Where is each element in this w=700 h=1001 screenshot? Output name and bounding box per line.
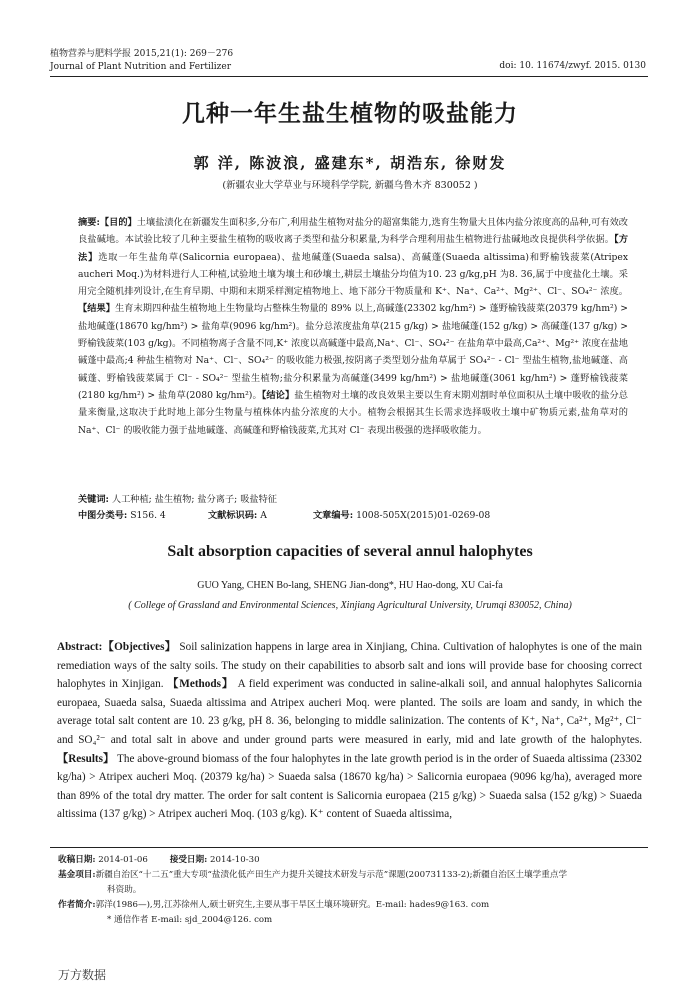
- doc-value: A: [260, 510, 267, 521]
- clc-label: 中图分类号:: [78, 510, 128, 521]
- keywords-cn: [78, 491, 277, 505]
- objective-cn: 土壤盐渍化在新疆发生面积多,分布广,利用盐生植物对盐分的超富集能力,选育生物量大且体内盐分浓度高的品种,可有效改良盐碱地。本试验比较了几种主要盐生植物的吸收离子类型和盐分积累量,为科学合理利用盐生植物进行盐碱地改良提供科学依据。: [78, 217, 628, 246]
- classification-line: [78, 507, 166, 521]
- objectives-en: Soil salinization happens in large area in Xinjiang, China. Cultivation of halophytes is one of the main remediation ways of the salty soils. The study on their capabilities to absorb salt and ions will provide base for choosing correct halophytes in Xinjigan.: [57, 641, 642, 691]
- author-line: [58, 898, 648, 912]
- doc-label: 文献标识码:: [208, 510, 258, 521]
- watermark-text: 万方数据: [58, 968, 107, 982]
- received-date: 2014-01-06: [98, 855, 148, 865]
- methods-cn: 选取一年生盐角草(Salicornia europaea)、盐地碱蓬(Suaeda salsa)、高碱蓬(Suaeda altissima)和野榆钱菠菜(Atripex aucheri Moq.)为材料进行人工种植,试验地土壤为壤土和砂壤土,耕层土壤盐分均值为10. 23 g/kg,pH 为8. 36,属于中度盐化土壤。采用完全随机排列设计,在生育早期、中期和末期采样测定植物地上、地下部分干物质量和 K⁺、Na⁺、Ca²⁺、Mg²⁺、Cl⁻、SO₄²⁻ 浓度。: [78, 251, 629, 298]
- corresponding-line: [58, 913, 648, 927]
- author-text: 郭洋(1986—),男,江苏徐州人,硕士研究生,主要从事干旱区土壤环境研究。E-mail: hades9@163. com: [95, 900, 490, 910]
- footnote-rule: [50, 847, 648, 848]
- objective-label-cn: 【目的】: [99, 217, 137, 228]
- abstract-cn-label: 摘要:: [78, 217, 100, 228]
- methods-en: A field experiment was conducted in saline-alkali soil, and annual halophytes Salicornia europaea, Suaeda salsa, Suaeda altissima and Atripex aucheri Moq. were planted. The soils are loam and sandy, in which the average total salt content are 10. 23 g/kg, pH 8. 36, belonging to middle salinization. The contents of K⁺, Na⁺, Ca²⁺, Mg²⁺, Cl⁻ and SO₄²⁻ and total salt in above and under ground parts were measured in early, mid and late growth of the halophytes.: [57, 678, 643, 746]
- corresponding-text: * 通信作者 E-mail: sjd_2004@126. com: [107, 915, 273, 925]
- abstract-en-label: Abstract:: [57, 641, 103, 653]
- dates-line: [58, 853, 648, 867]
- affiliation-cn: (新疆农业大学草业与环境科学学院, 新疆乌鲁木齐 830052 ): [222, 180, 478, 191]
- results-label-cn: 【结果】: [78, 303, 116, 315]
- accepted-date: 2014-10-30: [210, 855, 260, 865]
- keywords-value: 人工种植; 盐生植物; 盐分离子; 吸盐特征: [111, 494, 277, 505]
- affiliation-en: ( College of Grassland and Environmental Sciences, Xinjiang Agricultural University, Urumqi 830052, China): [128, 600, 572, 611]
- methods-label-cn: 【方法】: [78, 234, 629, 263]
- abstract-en: [57, 638, 642, 824]
- objectives-label-en: 【Objectives】: [102, 641, 177, 653]
- fund-line-2: [58, 883, 648, 897]
- doc-code: [208, 507, 267, 521]
- article-label: 文章编号:: [313, 510, 354, 521]
- keywords-label: 关键词:: [78, 494, 109, 505]
- results-en: The above-ground biomass of the four halophytes in the late growth period is in the order of Suaeda altissima (23302 kg/ha) > Atripex aucheri Moq. (20379 kg/ha) > Suaeda salsa (18670 kg/ha) > Salicornia europaea (9096 kg/ha), averaged more than 89% of the total dry matter. The order for salt content is Salicornia europaea (215 g/kg) > Suaeda salsa (152 g/kg) > Suaeda altissima (137 g/kg) > Atripex aucheri Moq. (103 g/kg). K⁺ content of Suaeda altissima,: [57, 752, 642, 821]
- authors-en: GUO Yang, CHEN Bo-lang, SHENG Jian-dong*, HU Hao-dong, XU Cai-fa: [197, 580, 503, 591]
- authors-cn: 郭 洋, 陈波浪, 盛建东*, 胡浩东, 徐财发: [193, 154, 507, 172]
- fund-label: 基金项目:: [58, 870, 96, 880]
- title-en: Salt absorption capacities of several annul halophytes: [167, 543, 533, 560]
- received-label: 收稿日期:: [58, 855, 96, 865]
- abstract-cn: [78, 214, 628, 439]
- methods-label-en: 【Methods】: [167, 678, 234, 691]
- fund-line: [58, 868, 648, 882]
- doi: doi: 10. 11674/zwyf. 2015. 0130: [499, 61, 646, 71]
- clc-value: S156. 4: [130, 510, 166, 521]
- article-number: [313, 507, 490, 521]
- title-cn: 几种一年生盐生植物的吸盐能力: [182, 100, 518, 127]
- journal-name-cn: 植物营养与肥料学报 2015,21(1): 269－276: [50, 49, 234, 59]
- fund-text-2: 科资助。: [107, 885, 142, 895]
- author-label: 作者简介:: [58, 900, 96, 910]
- header-rule: [50, 76, 648, 77]
- conclusion-cn: 盐生植物对土壤的改良效果主要以生育末期刈割时单位面积从土壤中吸收的盐分总量来衡量,这取决于此时地上部分生物量与植株体内盐分浓度的大小。植物会根据其生长需求选择吸收土壤中矿物质元素,盐角草对的 Na⁺、Cl⁻ 的吸收能力强于盐地碱蓬、高碱蓬和野榆钱菠菜,尤其对 Cl⁻ 表现出极强的选择吸收能力。: [78, 389, 628, 436]
- article-value: 1008-505X(2015)01-0269-08: [356, 510, 491, 521]
- fund-text: 新疆自治区“十二五”重大专项“盐渍化低产田生产力提升关键技术研发与示范”课题(200731133-2);新疆自治区土壤学重点学: [95, 870, 568, 880]
- conclusion-label-cn: 【结论】: [261, 389, 295, 401]
- accepted-label: 接受日期:: [169, 855, 208, 865]
- results-label-en: 【Results】: [57, 752, 115, 765]
- results-cn: 生育末期四种盐生植物地上生物量均占整株生物量的 89% 以上,高碱蓬(23302 kg/hm²) > 蓬野榆钱菠菜(20379 kg/hm²) > 盐地碱蓬(18670 kg/hm²) > 盐角草(9096 kg/hm²)。盐分总浓度盐角草(215 g/kg) > 盐地碱蓬(152 g/kg) > 高碱蓬(137 g/kg) > 野榆钱菠菜(103 g/kg)。不同植物离子含量不同,K⁺ 浓度以高碱蓬中最高,Na⁺、Cl⁻、SO₄²⁻ 在盐角草中最高,Ca²⁺、Mg²⁺ 浓度在盐地碱蓬中最高;4 种盐生植物对 Na⁺、Cl⁻、SO₄²⁻ 的吸收能力极强,按阴离子类型划分盐角草属于 SO₄²⁻ - Cl⁻ 型盐生植物,盐地碱蓬、高碱蓬、野榆钱菠菜属于 Cl⁻ - SO₄²⁻ 型盐生植物;盐分积累量为高碱蓬(3499 kg/hm²) > 盐地碱蓬(3061 kg/hm²) > 蓬野榆钱菠菜(2180 kg/hm²) > 盐角草(2080 kg/hm²)。: [78, 303, 628, 401]
- journal-name-en: Journal of Plant Nutrition and Fertilizer: [50, 62, 232, 72]
